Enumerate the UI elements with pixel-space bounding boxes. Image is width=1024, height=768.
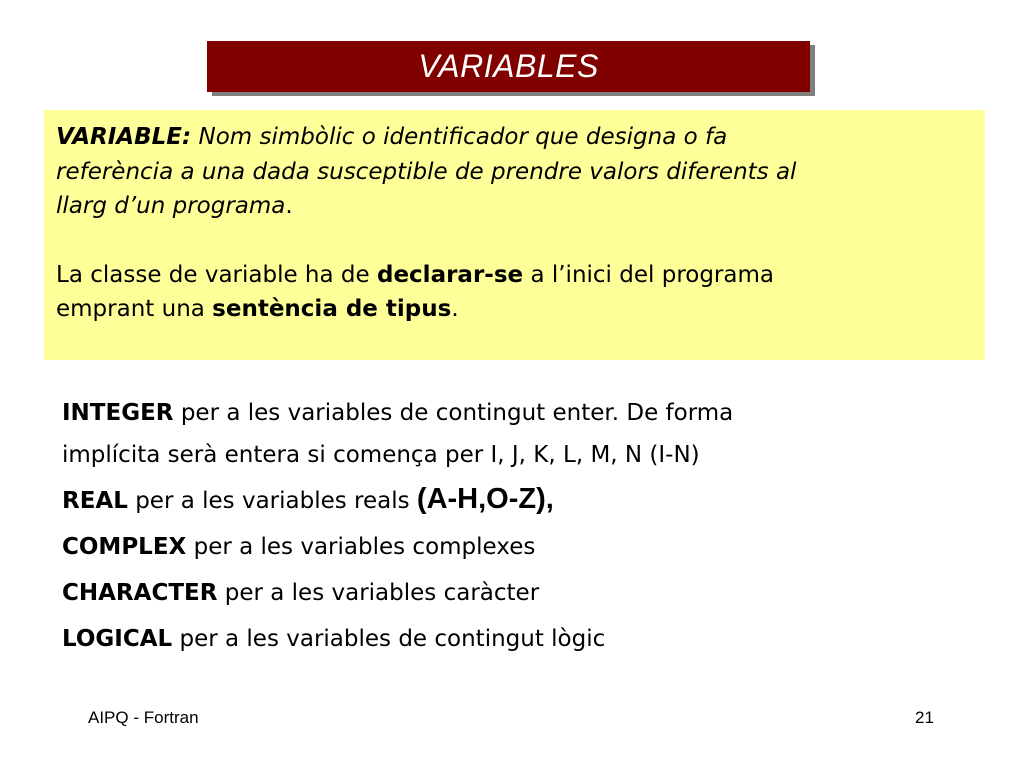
type-real-keyword: REAL [62,488,128,514]
definition-text-line-2: referència a una dada susceptible de prendre valors diferents al [56,158,797,185]
type-complex-desc: per a les variables complexes [186,534,536,560]
type-integer-keyword: INTEGER [62,400,174,426]
definition-end-dot: . [285,193,293,219]
type-logical [62,620,962,658]
variable-types-list [62,392,962,666]
definition-box [44,110,985,360]
footer-page-number: 21 [915,708,934,727]
type-real-range: (A-H,O-Z), [416,483,554,515]
type-character-desc: per a les variables caràcter [217,580,540,606]
declaration-end-dot: . [451,296,459,322]
definition-term: VARIABLE: [56,124,192,150]
declaration-text-mid: a l’inici del programa [523,261,774,288]
type-integer-desc-line-2: implícita serà entera si comença per I, J, K, L, M, N (I-N) [62,442,700,468]
type-character [62,574,962,612]
declaration-text-start: La classe de variable ha de [56,261,377,288]
type-real [62,480,962,520]
type-real-desc: per a les variables reals [127,488,417,514]
type-character-keyword: CHARACTER [62,580,218,606]
type-complex-keyword: COMPLEX [62,534,187,560]
slide-title: VARIABLES [207,41,810,92]
type-logical-desc: per a les variables de contingut lògic [172,626,606,652]
definition-paragraph [56,120,975,224]
definition-text-line-3: llarg d’un programa [56,193,286,219]
type-integer-desc-line-1: per a les variables de contingut enter. De forma [173,400,734,426]
footer-course-name: AIPQ - Fortran [88,708,199,727]
declaration-paragraph [56,258,975,327]
definition-text-line-1: Nom simbòlic o identificador que designa o fa [191,124,728,150]
declaration-statement-keyword: sentència de tipus [212,296,452,322]
declaration-text-line-2: emprant una [56,296,213,322]
type-complex [62,528,962,566]
type-integer [62,392,962,476]
declaration-keyword: declarar-se [376,261,524,288]
type-logical-keyword: LOGICAL [62,626,173,652]
